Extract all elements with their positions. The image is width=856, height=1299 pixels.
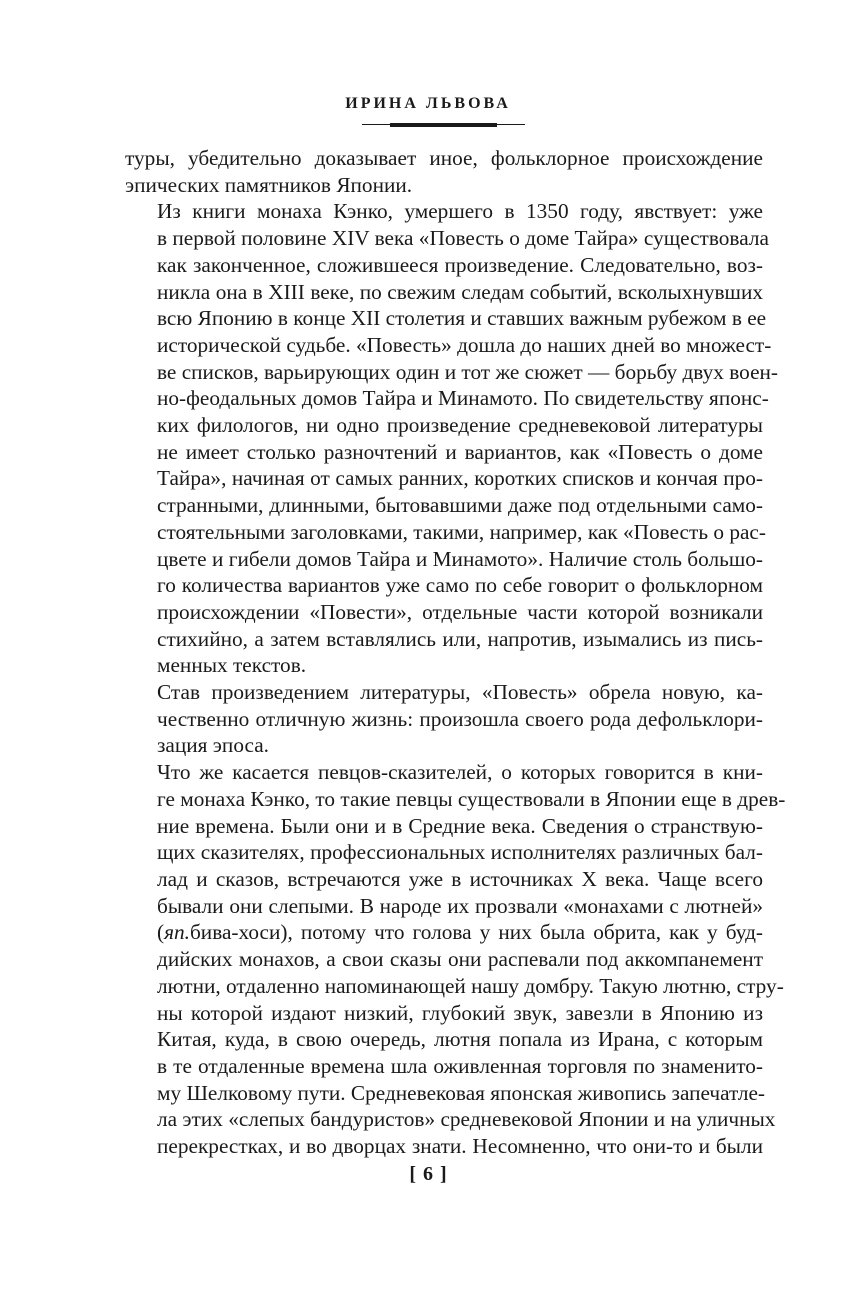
text-line: ны которой издают низкий, глубокий звук, завезли в Японию из — [157, 1000, 763, 1025]
italic-abbreviation: яп. — [164, 920, 190, 945]
text-line: происхождении «Повести», отдельные части которой возникали — [157, 599, 763, 624]
text-line: ла этих «слепых бандуристов» средневековой Японии и на уличных — [157, 1107, 776, 1132]
text-line: стоятельными заголовками, такими, например, как «Повесть о рас- — [157, 519, 766, 544]
text-line: как законченное, сложившееся произведение. Следовательно, воз- — [157, 252, 763, 277]
text-line: в первой половине XIV века «Повесть о доме Тайра» существовала — [157, 226, 769, 251]
paragraph — [125, 145, 763, 198]
text-line: зация эпоса. — [157, 733, 269, 758]
text-line: лютни, отдаленно напоминающей нашу домбру. Такую лютню, стру- — [157, 973, 784, 998]
text-line: бывали они слепыми. В народе их прозвали «монахами с лютней» — [157, 893, 763, 918]
text-line: ве списков, варьирующих один и тот же сюжет — борьбу двух воен- — [157, 359, 779, 384]
folio-number: 6 — [423, 1163, 433, 1185]
paragraph — [125, 759, 786, 1160]
text-line: всю Японию в конце XII столетия и ставших важным рубежом в ее — [157, 306, 767, 331]
text-line: менных текстов. — [157, 653, 307, 678]
text-line: никла она в XIII веке, по свежим следам событий, всколыхнувших — [157, 279, 763, 304]
text-line: Китая, куда, в свою очередь, лютня попала из Ирана, с которым — [157, 1027, 763, 1052]
text-line: дийских монахов, а свои сказы они распевали под аккомпанемент — [157, 947, 763, 972]
text-line: туры, убедительно доказывает иное, фольклорное происхождение — [125, 146, 763, 170]
text-line: Из книги монаха Кэнко, умершего в 1350 году, явствует: уже — [157, 199, 763, 224]
text-line: эпических памятников Японии. — [125, 172, 413, 197]
text-line: ние времена. Были они и в Средние века. Сведения о странствую- — [157, 813, 763, 838]
text-line: лад и сказов, встречаются уже в источниках X века. Чаще всего — [157, 866, 763, 891]
text-line: щих сказителях, профессиональных исполнителях различных бал- — [157, 840, 763, 865]
folio-bracket-close: ] — [440, 1163, 447, 1185]
text-line: (яп.бива-хоси), потому что голова у них была обрита, как у буд- — [157, 920, 763, 945]
running-head: ИРИНА ЛЬВОВА — [345, 95, 511, 112]
text-line: не имеет столько разночтений и вариантов, как «Повесть о доме — [157, 439, 763, 464]
text-line: странными, длинными, бытовавшими даже под отдельными само- — [157, 493, 763, 518]
text-line: исторической судьбе. «Повесть» дошла до наших дней во множест- — [157, 332, 772, 357]
page-number — [0, 1163, 856, 1186]
text-line: но-феодальных домов Тайра и Минамото. По свидетельству японс- — [157, 386, 769, 411]
text-line: перекрестках, и во дворцах знати. Несомненно, что они-то и были — [157, 1134, 763, 1159]
paragraph — [125, 198, 779, 679]
body-text — [125, 145, 786, 1160]
text-line: му Шелковому пути. Средневековая японская живопись запечатле- — [157, 1080, 765, 1105]
text-line: ких филологов, ни одно произведение средневековой литературы — [157, 413, 763, 438]
text-line: Став произведением литературы, «Повесть» обрела новую, ка- — [157, 680, 763, 705]
header-rule-accent — [390, 123, 497, 127]
text-line: Тайра», начиная от самых ранних, коротких списков и кончая про- — [157, 466, 763, 491]
folio-bracket-open: [ — [409, 1163, 416, 1185]
text-line: ге монаха Кэнко, то такие певцы существовали в Японии еще в древ- — [157, 786, 786, 811]
text-line: Что же касается певцов-сказителей, о которых говорится в кни- — [157, 760, 763, 785]
text-line: цвете и гибели домов Тайра и Минамото». Наличие столь большо- — [157, 546, 763, 571]
text-line: чественно отличную жизнь: произошла своего рода дефольклори- — [157, 706, 763, 731]
paragraph — [125, 679, 763, 759]
text-line: в те отдаленные времена шла оживленная торговля по знаменито- — [157, 1053, 763, 1078]
text-line: го количества вариантов уже само по себе говорит о фольклорном — [157, 573, 763, 598]
text-line: стихийно, а затем вставлялись или, напротив, изымались из пись- — [157, 626, 763, 651]
